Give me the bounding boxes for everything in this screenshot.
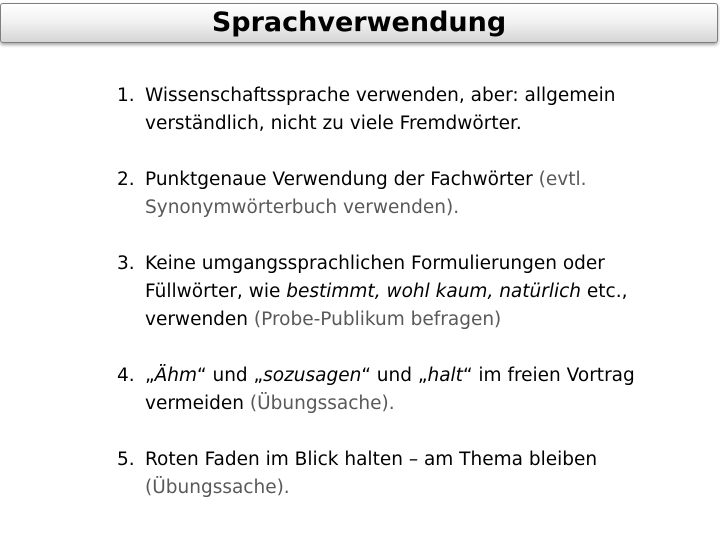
item-text-line: Keine umgangssprachlichen Formulierungen oder xyxy=(145,253,605,274)
filler-word: halt xyxy=(427,365,463,386)
filler-word-examples: bestimmt, wohl kaum, natürlich xyxy=(286,281,582,302)
item-text-line: Roten Faden im Blick halten – am Thema bleiben xyxy=(145,449,598,470)
item-number: 2. xyxy=(117,169,135,190)
item-text-line: “ im freien Vortrag xyxy=(462,365,635,386)
item-text-line: Punktgenaue Verwendung der Fachwörter xyxy=(145,169,533,190)
filler-word: Ähm xyxy=(154,365,197,386)
list-item-4 xyxy=(117,362,707,418)
item-note: (Übungssache). xyxy=(244,393,395,414)
title-bar xyxy=(0,3,718,43)
item-number: 5. xyxy=(117,449,135,470)
item-text-line: Füllwörter, wie xyxy=(145,281,287,302)
list-item-1 xyxy=(117,82,707,138)
item-text-line: “ und „ xyxy=(197,365,264,386)
item-number: 3. xyxy=(117,253,135,274)
item-text-line: etc., xyxy=(581,281,628,302)
item-note: (Probe-Publikum befragen) xyxy=(248,309,502,330)
slide-title: Sprachverwendung xyxy=(211,7,507,38)
item-note: Synonymwörterbuch verwenden). xyxy=(145,197,460,218)
item-text-line: vermeiden xyxy=(145,393,245,414)
item-text-line: Wissenschaftssprache verwenden, aber: allgemein xyxy=(145,85,616,106)
item-number: 4. xyxy=(117,365,135,386)
item-note: (evtl. xyxy=(532,169,587,190)
list-item-5 xyxy=(117,446,707,502)
item-note: (Übungssache). xyxy=(145,477,290,498)
quote-mark: „ xyxy=(145,365,155,386)
list-item-3 xyxy=(117,250,707,334)
item-text-line: verwenden xyxy=(145,309,249,330)
point-list xyxy=(117,82,707,530)
item-number: 1. xyxy=(117,85,135,106)
item-text-line: “ und „ xyxy=(361,365,428,386)
list-item-2 xyxy=(117,166,707,222)
item-text-line: verständlich, nicht zu viele Fremdwörter. xyxy=(145,113,522,134)
filler-word: sozusagen xyxy=(263,365,362,386)
